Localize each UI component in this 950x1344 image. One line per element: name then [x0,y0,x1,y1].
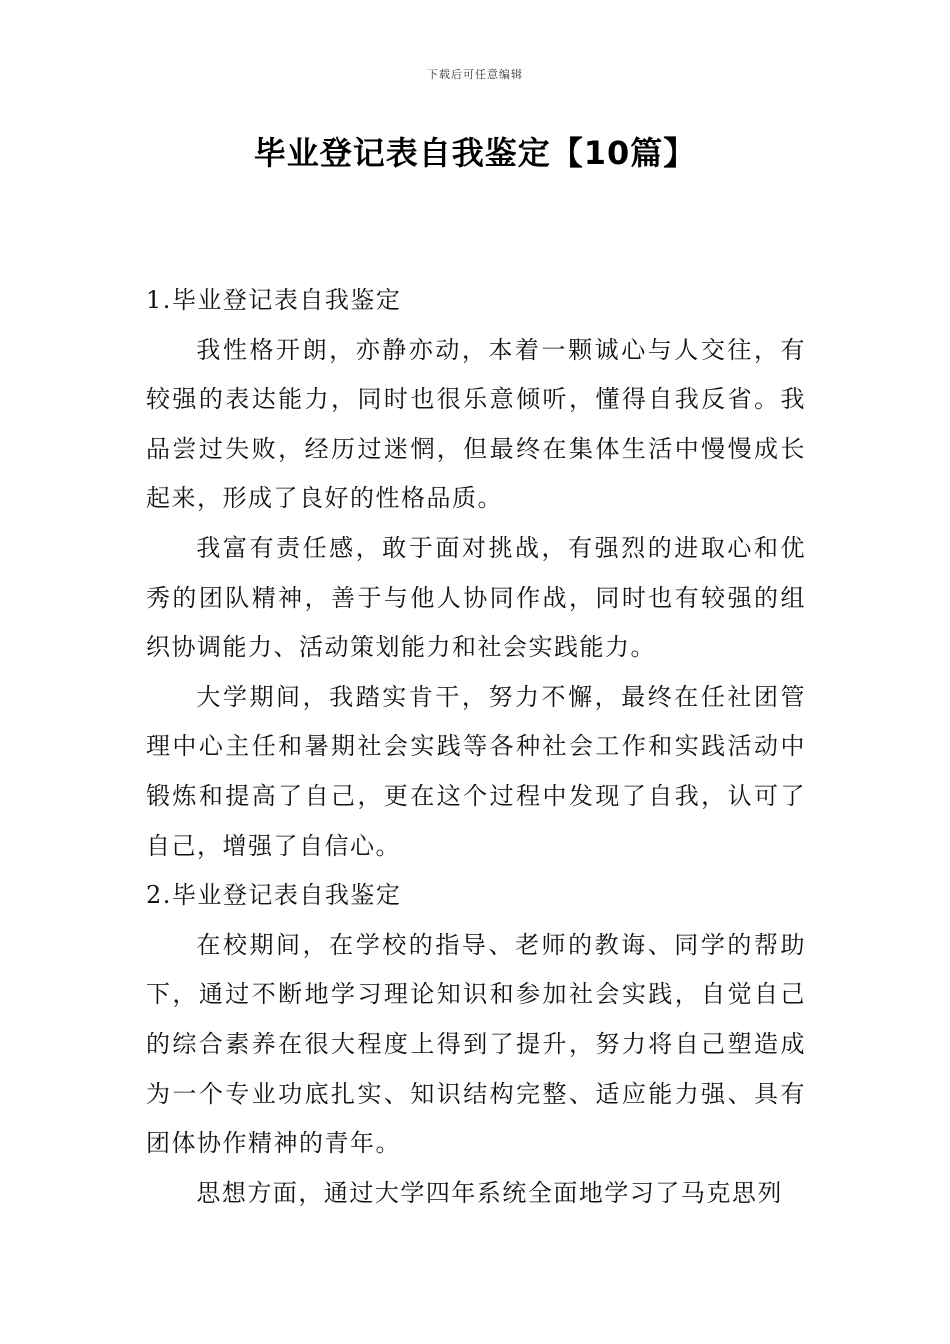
header-note: 下载后可任意编辑 [427,68,523,81]
section-2 [146,871,806,1218]
document-title: 毕业登记表自我鉴定【10篇】 [253,134,697,172]
paragraph: 我性格开朗，亦静亦动，本着一颗诚心与人交往，有较强的表达能力，同时也很乐意倾听，懂得自我反省。我品尝过失败，经历过迷惘，但最终在集体生活中慢慢成长起来，形成了良好的性格品质。 [146,335,806,513]
paragraph: 大学期间，我踏实肯干，努力不懈，最终在任社团管理中心主任和暑期社会实践等各种社会工作和实践活动中锻炼和提高了自己，更在这个过程中发现了自我，认可了自己，增强了自信心。 [146,682,806,860]
section-1 [146,276,806,871]
section-heading: 1.毕业登记表自我鉴定 [146,286,402,314]
document-body [146,276,806,1218]
paragraph: 在校期间，在学校的指导、老师的教诲、同学的帮助下，通过不断地学习理论知识和参加社会实践，自觉自己的综合素养在很大程度上得到了提升，努力将自己塑造成为一个专业功底扎实、知识结构完整、适应能力强、具有团体协作精神的青年。 [146,930,806,1158]
paragraph: 我富有责任感，敢于面对挑战，有强烈的进取心和优秀的团队精神，善于与他人协同作战，同时也有较强的组织协调能力、活动策划能力和社会实践能力。 [146,533,806,662]
section-heading: 2.毕业登记表自我鉴定 [146,881,402,910]
paragraph: 思想方面，通过大学四年系统全面地学习了马克思列 [196,1178,783,1207]
